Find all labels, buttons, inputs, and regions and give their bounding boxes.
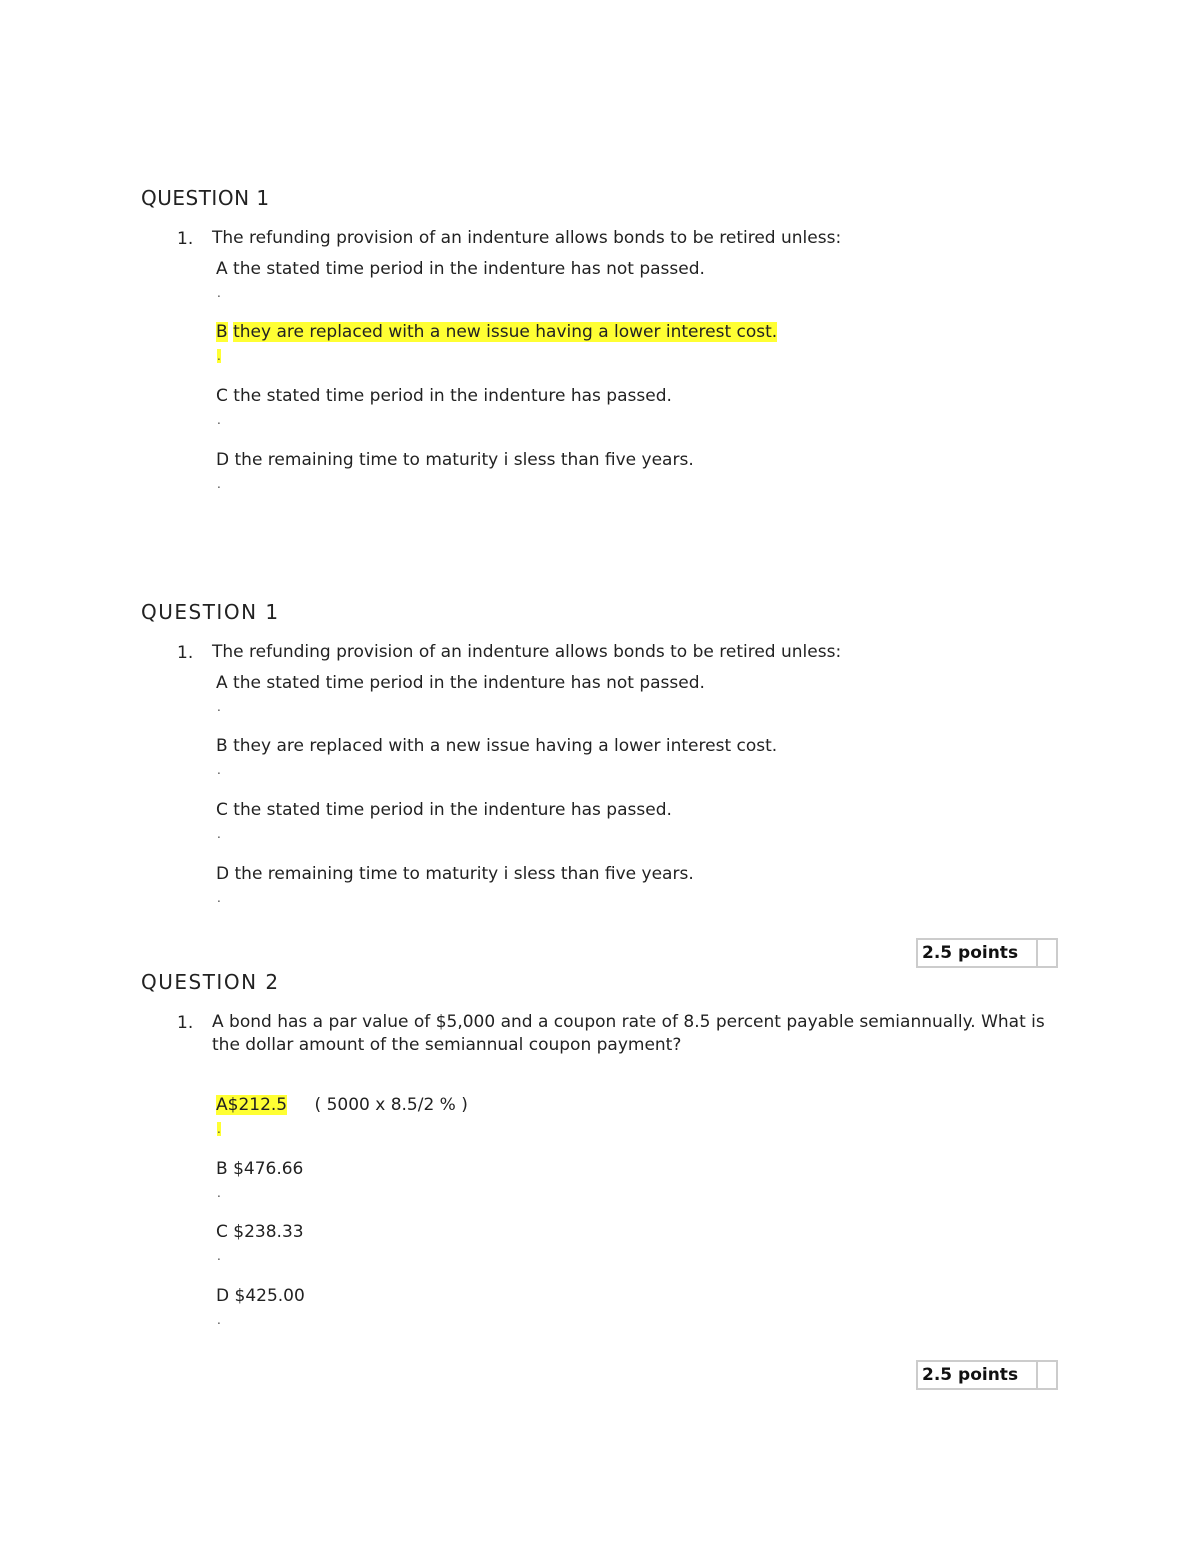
question-number: 1. [177,643,194,663]
question-text: The refunding provision of an indenture allows bonds to be retired unless: [212,642,842,662]
option-dot: . [217,286,221,300]
option-text: $425.00 [234,1286,305,1306]
option-text: the stated time period in the indenture has passed. [233,386,672,406]
option-dot: . [217,477,221,491]
option-text: they are replaced with a new issue having a lower interest cost. [233,736,778,756]
question-text-line-2: the dollar amount of the semiannual coupon payment? [212,1035,682,1055]
option-b-selected[interactable] [216,321,777,344]
option-letter: A [216,1095,228,1115]
option-text: $476.66 [233,1159,304,1179]
question-title: QUESTION 1 [141,186,270,210]
option-dot: . [217,1186,221,1200]
option-dot: . [217,1249,221,1263]
calculation-note: ( 5000 x 8.5/2 % ) [314,1095,468,1115]
option-a[interactable] [216,672,705,695]
option-letter: C [216,1222,228,1242]
question-text: The refunding provision of an indenture allows bonds to be retired unless: [212,228,842,248]
option-letter: D [216,864,230,884]
option-letter: A [216,673,228,693]
points-badge [916,1360,1058,1390]
option-c[interactable] [216,385,672,408]
option-b[interactable] [216,1158,303,1181]
option-d[interactable] [216,1285,305,1308]
option-letter: B [216,1159,228,1179]
points-label: 2.5 points [918,1362,1038,1388]
option-letter: C [216,386,228,406]
option-text: the remaining time to maturity i sless than five years. [234,864,694,884]
question-title: QUESTION 2 [141,970,280,994]
option-c[interactable] [216,1221,304,1244]
option-d[interactable] [216,449,694,472]
points-badge [916,938,1058,968]
question-number: 1. [177,229,194,249]
option-text: $212.5 [227,1095,288,1115]
option-text: the stated time period in the indenture has passed. [233,800,672,820]
option-d[interactable] [216,863,694,886]
option-dot: . [217,891,221,905]
option-text: they are replaced with a new issue having a lower interest cost. [233,322,778,342]
option-a[interactable] [216,258,705,281]
option-letter: C [216,800,228,820]
option-text: $238.33 [233,1222,304,1242]
option-text: the stated time period in the indenture has not passed. [233,673,705,693]
option-dot: . [217,1313,221,1327]
option-letter: B [216,736,228,756]
option-dot: . [217,413,221,427]
option-dot: . [217,349,221,363]
points-box [1038,1362,1056,1388]
question-text-line-1: A bond has a par value of $5,000 and a coupon rate of 8.5 percent payable semiannually. What is [212,1012,1045,1032]
option-dot: . [217,827,221,841]
option-dot: . [217,700,221,714]
option-b[interactable] [216,735,777,758]
points-box [1038,940,1056,966]
option-c[interactable] [216,799,672,822]
option-text: the stated time period in the indenture has not passed. [233,259,705,279]
option-dot: . [217,1122,221,1136]
option-letter: B [216,322,228,342]
option-letter: D [216,450,230,470]
points-label: 2.5 points [918,940,1038,966]
option-a-selected[interactable] [216,1094,468,1117]
option-dot: . [217,763,221,777]
option-letter: A [216,259,228,279]
question-title: QUESTION 1 [141,600,280,624]
option-text: the remaining time to maturity i sless than five years. [234,450,694,470]
option-letter: D [216,1286,230,1306]
question-number: 1. [177,1013,194,1033]
